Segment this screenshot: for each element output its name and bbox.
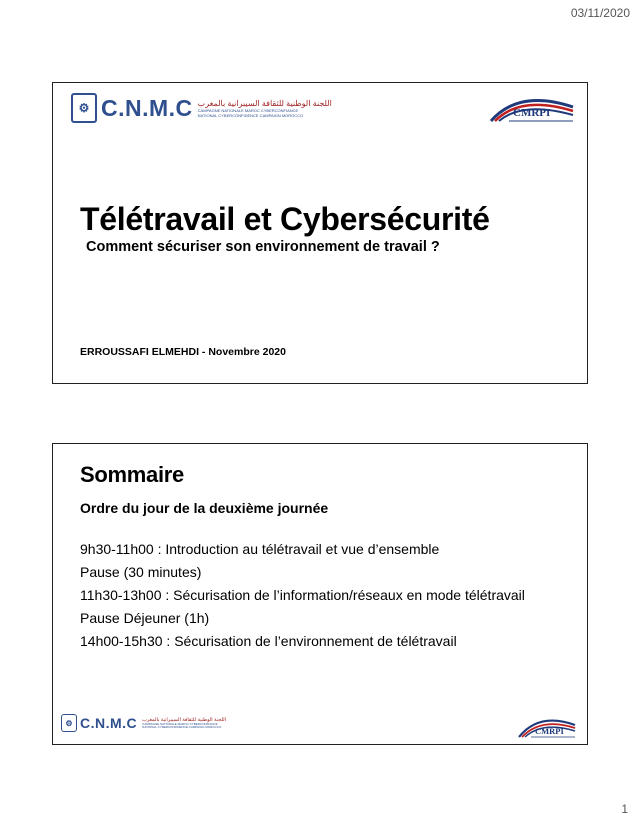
cnmc-logo-subtitle [142,717,226,730]
page-number: 1 [621,802,628,816]
slide-title-heading: Télétravail et Cybersécurité [80,201,490,237]
slide-title [52,82,588,384]
agenda-list [80,538,525,653]
cnmc-logo-line2: NATIONAL CYBERCONFIDENCE CAMPAIGN MOROCCO [142,725,222,729]
cmrpi-logo [489,95,575,123]
agenda-heading: Sommaire [80,462,184,487]
cnmc-logo-arabic: اللجنة الوطنية للثقافة السيبرانية بالمغرب [197,98,332,108]
agenda-item: 14h00-15h30 : Sécurisation de l’environnement de télétravail [80,633,457,649]
cnmc-logo-text: C.N.M.C [80,715,138,731]
agenda-item: Pause (30 minutes) [80,564,202,580]
cmrpi-logo [517,716,577,738]
cnmc-logo [61,714,226,732]
agenda-subtitle: Ordre du jour de la deuxième journée [80,500,329,516]
page-date: 03/11/2020 [570,6,630,20]
author-line: ERROUSSAFI ELMEHDI - Novembre 2020 [80,346,286,358]
agenda-item: 9h30-11h00 : Introduction au télétravail et vue d’ensemble [80,541,440,557]
cnmc-logo-subtitle [198,99,332,118]
shield-emblem-icon: ⚙ [61,714,77,732]
cnmc-logo-text: C.N.M.C [101,94,193,121]
cnmc-logo-line1: CAMPAGNE NATIONALE MAROC CYBERCONFIANCE [197,107,299,113]
cmrpi-logo-text: CMRPI [535,726,564,736]
agenda-item: 11h30-13h00 : Sécurisation de l’information/réseaux en mode télétravail [80,587,525,603]
slide-subtitle: Comment sécuriser son environnement de travail ? [86,239,440,255]
shield-emblem-icon: ⚙ [71,93,97,123]
agenda-item: Pause Déjeuner (1h) [80,610,210,626]
cnmc-logo-arabic: اللجنة الوطنية للثقافة السيبرانية بالمغرب [142,716,227,723]
cnmc-logo [71,93,332,123]
cmrpi-logo-text: CMRPI [513,107,551,119]
slide-agenda [52,443,588,745]
cnmc-logo-line2: NATIONAL CYBERCONFIDENCE CAMPAIGN MOROCCO [197,112,304,118]
cnmc-logo-line1: CAMPAGNE NATIONALE MAROC CYBERCONFIANCE [142,721,218,726]
